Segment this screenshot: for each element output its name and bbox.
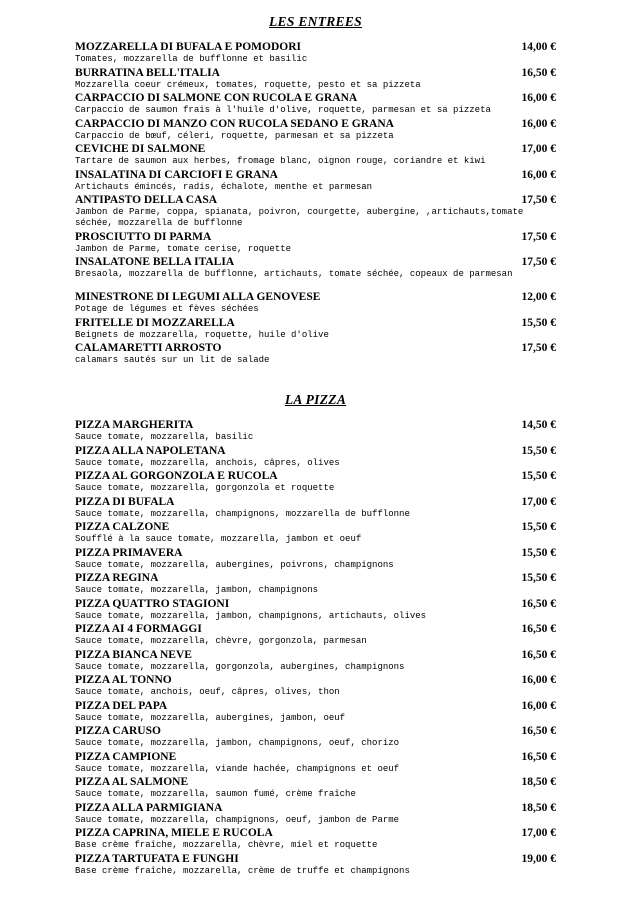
item-group [75, 419, 556, 877]
menu-item-line [75, 496, 556, 509]
menu-item-line [75, 700, 556, 713]
menu-item [75, 118, 556, 142]
menu-item-name: PIZZA PRIMAVERA [75, 546, 183, 559]
menu-item-price: 16,00 € [521, 168, 556, 181]
menu-item-price: 17,50 € [521, 342, 556, 354]
menu-item [75, 256, 556, 280]
menu-item-line [75, 41, 556, 54]
menu-item [75, 700, 556, 724]
menu-item-name: PROSCIUTTO DI PARMA [75, 230, 212, 243]
menu-item-name: PIZZA MARGHERITA [75, 419, 194, 431]
menu-item-price: 16,50 € [521, 750, 556, 763]
menu-item-price: 17,00 € [521, 827, 556, 839]
menu-item-name: PIZZA CARUSO [75, 725, 161, 737]
menu-item-price: 15,50 € [521, 572, 556, 584]
menu-item-price: 18,50 € [521, 801, 556, 814]
menu-item-line [75, 92, 556, 105]
menu-item-description: Sauce tomate, mozzarella, aubergines, poivrons, champignons [75, 559, 394, 570]
menu-item-line [75, 674, 556, 687]
menu-item-price: 15,50 € [521, 444, 556, 457]
menu-item [75, 419, 556, 443]
menu-item-name: FRITELLE DI MOZZARELLA [75, 316, 235, 329]
menu-item-price: 14,50 € [521, 419, 556, 431]
menu-item-price: 15,50 € [521, 470, 556, 482]
menu-item [75, 169, 556, 193]
menu-item-description: Tartare de saumon aux herbes, fromage blanc, oignon rouge, coriandre et kiwi [75, 156, 486, 166]
menu-item-description: Sauce tomate, mozzarella, gorgonzola, aubergines, champignons [75, 661, 405, 672]
menu-item-description: Sauce tomate, mozzarella, jambon, champignons [75, 585, 319, 595]
menu-item-description: Sauce tomate, anchois, oeuf, câpres, olives, thon [75, 687, 340, 697]
menu-item [75, 802, 556, 826]
menu-item-description: Tomates, mozzarella de bufflonne et basilic [75, 54, 308, 64]
menu-item-name: ANTIPASTO DELLA CASA [75, 194, 218, 206]
section-title: LA PIZZA [284, 392, 347, 407]
menu-item-description: Jambon de Parme, coppa, spianata, poivron, courgette, aubergine, ,artichauts,tomate séchée, mozzarella de bufflonne [75, 207, 524, 228]
menu-item-name: PIZZA TARTUFATA E FUNGHI [75, 852, 239, 865]
menu-item-line [75, 802, 556, 815]
menu-item-price: 12,00 € [521, 291, 556, 303]
menu-item-name: PIZZA AL TONNO [75, 674, 172, 686]
menu-item-name: PIZZA CAMPIONE [75, 750, 177, 763]
menu-item-name: PIZZA AL GORGONZOLA E RUCOLA [75, 470, 278, 482]
menu-item-description: Base crème fraîche, mozzarella, chèvre, miel et roquette [75, 840, 378, 850]
menu-item-line [75, 623, 556, 636]
menu-item-description: Carpaccio de saumon frais à l'huile d'olive, roquette, parmesan et sa pizzeta [75, 105, 491, 115]
menu-item-description: Artichauts émincés, radis, échalote, menthe et parmesan [75, 181, 373, 192]
menu-item-name: PIZZA DI BUFALA [75, 495, 175, 508]
menu-item [75, 67, 556, 91]
menu-item-name: PIZZA QUATTRO STAGIONI [75, 597, 230, 610]
menu-item [75, 291, 556, 315]
menu-item-line [75, 291, 556, 304]
menu-item-name: CEVICHE DI SALMONE [75, 143, 206, 155]
menu-item [75, 342, 556, 366]
menu-item-line [75, 169, 556, 182]
menu-item-line [75, 419, 556, 432]
menu-item-line [75, 853, 556, 866]
menu-item-description: Sauce tomate, mozzarella, viande hachée, champignons et oeuf [75, 763, 400, 774]
menu-item-price: 16,50 € [521, 597, 556, 610]
menu-item-description: Sauce tomate, mozzarella, basilic [75, 432, 254, 442]
menu-item-description: Sauce tomate, mozzarella, anchois, câpres, olives [75, 457, 340, 468]
menu-item-line [75, 547, 556, 560]
menu-item [75, 776, 556, 800]
menu-item-description: Sauce tomate, mozzarella, chèvre, gorgonzola, parmesan [75, 636, 367, 646]
menu-item-name: PIZZA ALLA PARMIGIANA [75, 801, 223, 814]
menu-item-price: 17,00 € [521, 143, 556, 155]
menu-item-line [75, 256, 556, 269]
menu-item-description: Sauce tomate, mozzarella, champignons, oeuf, jambon de Parme [75, 814, 400, 825]
menu-item-name: PIZZA DEL PAPA [75, 699, 168, 712]
menu-item-line [75, 231, 556, 244]
menu-item-name: PIZZA AI 4 FORMAGGI [75, 623, 202, 635]
menu-section [75, 14, 556, 366]
menu-item-line [75, 67, 556, 80]
menu-item-description: Sauce tomate, mozzarella, jambon, champignons, oeuf, chorizo [75, 738, 400, 748]
menu-item [75, 827, 556, 851]
menu-item-line [75, 317, 556, 330]
menu-item [75, 649, 556, 673]
item-group [75, 41, 556, 280]
menu-item-line [75, 143, 556, 156]
menu-item-line [75, 751, 556, 764]
menu-item-name: MINESTRONE DI LEGUMI ALLA GENOVESE [75, 291, 321, 303]
menu-item-line [75, 649, 556, 662]
menu-item-price: 16,50 € [521, 623, 556, 635]
menu-item-description: Mozzarella coeur crémeux, tomates, roquette, pesto et sa pizzeta [75, 79, 421, 90]
menu-item [75, 547, 556, 571]
menu-item-price: 16,00 € [521, 117, 556, 130]
menu-item [75, 194, 556, 229]
menu-item-name: PIZZA CALZONE [75, 521, 170, 533]
menu-item [75, 674, 556, 698]
menu-item-name: CALAMARETTI ARROSTO [75, 342, 222, 354]
menu-item-price: 15,50 € [521, 546, 556, 559]
menu-item [75, 521, 556, 545]
menu-item-description: Sauce tomate, mozzarella, gorgonzola et roquette [75, 483, 335, 493]
menu-item [75, 231, 556, 255]
menu-item-price: 17,50 € [521, 256, 556, 268]
menu-item-price: 16,50 € [521, 648, 556, 661]
menu-item-description: calamars sautés sur un lit de salade [75, 355, 270, 365]
menu-item-name: PIZZA BIANCA NEVE [75, 648, 192, 661]
menu-item-line [75, 118, 556, 131]
menu-item-description: Sauce tomate, mozzarella, aubergines, jambon, oeuf [75, 712, 346, 723]
menu-item-name: PIZZA REGINA [75, 572, 159, 584]
menu-item-price: 14,00 € [521, 41, 556, 53]
menu-item-price: 19,00 € [521, 852, 556, 865]
menu-item [75, 317, 556, 341]
menu-item-price: 16,00 € [521, 92, 556, 104]
menu-item-price: 15,50 € [521, 316, 556, 329]
menu-item-name: PIZZA ALLA NAPOLETANA [75, 444, 226, 457]
menu-item-description: Beignets de mozzarella, roquette, huile d'olive [75, 329, 329, 340]
menu-item [75, 725, 556, 749]
menu-item-line [75, 598, 556, 611]
section-title: LES ENTREES [269, 14, 362, 29]
menu-item-description: Soufflé à la sauce tomate, mozzarella, jambon et oeuf [75, 534, 362, 544]
menu-item-price: 17,00 € [521, 495, 556, 508]
menu-item [75, 853, 556, 877]
menu-item-price: 16,50 € [521, 66, 556, 79]
menu-item-description: Jambon de Parme, tomate cerise, roquette [75, 243, 292, 254]
menu-item [75, 496, 556, 520]
menu-item-price: 15,50 € [521, 521, 556, 533]
menu-item [75, 751, 556, 775]
menu-item-line [75, 521, 556, 534]
menu-item-description: Sauce tomate, mozzarella, jambon, champignons, artichauts, olives [75, 610, 427, 621]
menu-item-line [75, 572, 556, 585]
menu-item [75, 445, 556, 469]
menu-item-price: 18,50 € [521, 776, 556, 788]
menu-item-price: 16,50 € [521, 725, 556, 737]
menu-section [75, 392, 556, 877]
menu-item-name: CARPACCIO DI MANZO CON RUCOLA SEDANO E GRANA [75, 117, 394, 130]
menu-item-description: Base crème fraîche, mozzarella, crème de truffe et champignons [75, 865, 410, 876]
menu-item-line [75, 194, 556, 207]
menu-item-price: 16,00 € [521, 674, 556, 686]
menu-item [75, 623, 556, 647]
menu-item-name: CARPACCIO DI SALMONE CON RUCOLA E GRANA [75, 92, 358, 104]
menu-item-name: INSALATONE BELLA ITALIA [75, 256, 235, 268]
menu-item-line [75, 725, 556, 738]
menu-item-line [75, 827, 556, 840]
menu-item-name: INSALATINA DI CARCIOFI E GRANA [75, 168, 278, 181]
menu-item-name: PIZZA CAPRINA, MIELE E RUCOLA [75, 827, 273, 839]
menu-item-line [75, 776, 556, 789]
menu-item-price: 17,50 € [521, 194, 556, 206]
menu-item-description: Potage de légumes et fèves séchées [75, 304, 259, 314]
menu-item-name: PIZZA AL SALMONE [75, 776, 189, 788]
menu-item-name: BURRATINA BELL'ITALIA [75, 66, 220, 79]
menu-item-name: MOZZARELLA DI BUFALA E POMODORI [75, 41, 301, 53]
menu-item-line [75, 342, 556, 355]
menu-item-price: 17,50 € [521, 230, 556, 243]
menu-item [75, 92, 556, 116]
menu-item-description: Sauce tomate, mozzarella, saumon fumé, crème fraîche [75, 789, 356, 799]
menu-item-line [75, 470, 556, 483]
menu-item [75, 470, 556, 494]
menu-item [75, 598, 556, 622]
menu-item-description: Bresaola, mozzarella de bufflonne, artichauts, tomate séchée, copeaux de parmesan [75, 269, 513, 279]
menu-item [75, 41, 556, 65]
menu-item [75, 572, 556, 596]
menu-item-line [75, 445, 556, 458]
item-group [75, 291, 556, 366]
menu-item-description: Carpaccio de bœuf, céleri, roquette, parmesan et sa pizzeta [75, 130, 394, 141]
menu-item [75, 143, 556, 167]
menu-item-description: Sauce tomate, mozzarella, champignons, mozzarella de bufflonne [75, 508, 410, 519]
menu-item-price: 16,00 € [521, 699, 556, 712]
